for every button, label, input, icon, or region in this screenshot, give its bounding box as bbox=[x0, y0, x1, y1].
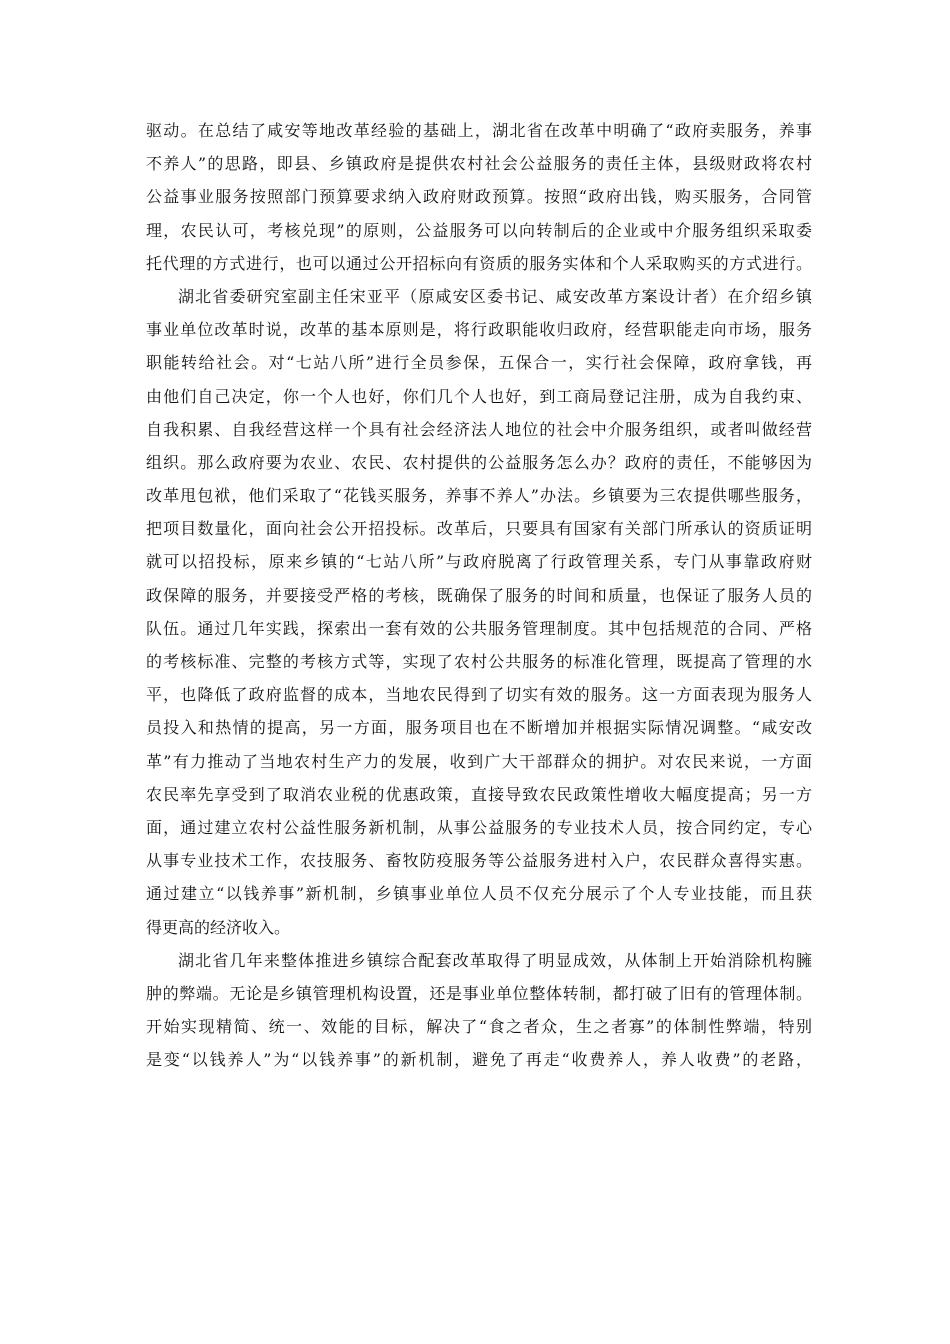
text-line: 不养人”的思路，即县、乡镇政府是提供农村社会公益服务的责任主体，县级财政将农村 bbox=[146, 154, 812, 174]
text-line: 理，农民认可，考核兑现”的原则，公益服务可以向转制后的企业或中介服务组织采取委 bbox=[146, 220, 812, 240]
body-text bbox=[146, 114, 812, 1076]
text-line: 湖北省几年来整体推进乡镇综合配套改革取得了明显成效，从体制上开始消除机构臃 bbox=[178, 950, 812, 970]
text-line: 把项目数量化，面向社会公开招投标。改革后，只要具有国家有关部门所承认的资质证明 bbox=[146, 519, 812, 539]
text-line: 职能转给社会。对“七站八所”进行全员参保，五保合一，实行社会保障，政府拿钱，再 bbox=[146, 353, 812, 373]
text-line: 公益事业服务按照部门预算要求纳入政府财政预算。按照“政府出钱，购买服务，合同管 bbox=[146, 187, 812, 207]
paragraph-1 bbox=[146, 114, 812, 280]
text-line: 得更高的经济收入。 bbox=[146, 917, 291, 937]
text-line: 自我积累、自我经营这样一个具有社会经济法人地位的社会中介服务组织，或者叫做经营 bbox=[146, 419, 812, 439]
text-line: 农民率先享受到了取消农业税的优惠政策，直接导致农民政策性增收大幅度提高；另一方 bbox=[146, 784, 812, 804]
text-line: 组织。那么政府要为农业、农民、农村提供的公益服务怎么办？政府的责任，不能够因为 bbox=[146, 452, 812, 472]
text-line: 由他们自己决定，你一个人也好，你们几个人也好，到工商局登记注册，成为自我约束、 bbox=[146, 386, 812, 406]
text-line: 是变“以钱养人”为“以钱养事”的新机制，避免了再走“收费养人，养人收费”的老路， bbox=[146, 1050, 812, 1070]
text-line: 革”有力推动了当地农村生产力的发展，收到广大干部群众的拥护。对农民来说，一方面 bbox=[146, 751, 812, 771]
text-line: 平，也降低了政府监督的成本，当地农民得到了切实有效的服务。这一方面表现为服务人 bbox=[146, 685, 812, 705]
text-line: 驱动。在总结了咸安等地改革经验的基础上，湖北省在改革中明确了“政府卖服务，养事 bbox=[146, 121, 812, 140]
paragraph-2 bbox=[146, 280, 812, 944]
text-line: 面，通过建立农村公益性服务新机制，从事公益服务的专业技术人员，按合同约定，专心 bbox=[146, 817, 812, 837]
text-line: 开始实现精简、统一、效能的目标，解决了“食之者众，生之者寡”的体制性弊端，特别 bbox=[146, 1017, 812, 1037]
text-line: 事业单位改革时说，改革的基本原则是，将行政职能收归政府，经营职能走向市场，服务 bbox=[146, 320, 812, 340]
text-line: 的考核标准、完整的考核方式等，实现了农村公共服务的标准化管理，既提高了管理的水 bbox=[146, 652, 812, 671]
text-line: 肿的弊端。无论是乡镇管理机构设置，还是事业单位整体转制，都打破了旧有的管理体制。 bbox=[146, 983, 812, 1003]
text-line: 员投入和热情的提高，另一方面，服务项目也在不断增加并根据实际情况调整。“咸安改 bbox=[146, 718, 812, 738]
text-line: 通过建立“以钱养事”新机制，乡镇事业单位人员不仅充分展示了个人专业技能，而且获 bbox=[146, 884, 812, 904]
text-line: 湖北省委研究室副主任宋亚平（原咸安区委书记、咸安改革方案设计者）在介绍乡镇 bbox=[178, 286, 812, 306]
text-line: 改革甩包袱，他们采取了“花钱买服务，养事不养人”办法。乡镇要为三农提供哪些服务， bbox=[146, 486, 812, 506]
text-line: 队伍。通过几年实践，探索出一套有效的公共服务管理制度。其中包括规范的合同、严格 bbox=[146, 618, 812, 638]
text-line: 政保障的服务，并要接受严格的考核，既确保了服务的时间和质量，也保证了服务人员的 bbox=[146, 585, 812, 605]
text-line: 就可以招投标，原来乡镇的“七站八所”与政府脱离了行政管理关系，专门从事靠政府财 bbox=[146, 552, 812, 572]
text-line: 从事专业技术工作，农技服务、畜牧防疫服务等公益服务进村入户，农民群众喜得实惠。 bbox=[146, 851, 812, 871]
paragraph-3 bbox=[146, 944, 812, 1077]
text-line: 托代理的方式进行，也可以通过公开招标向有资质的服务实体和个人采取购买的方式进行。 bbox=[146, 253, 812, 273]
